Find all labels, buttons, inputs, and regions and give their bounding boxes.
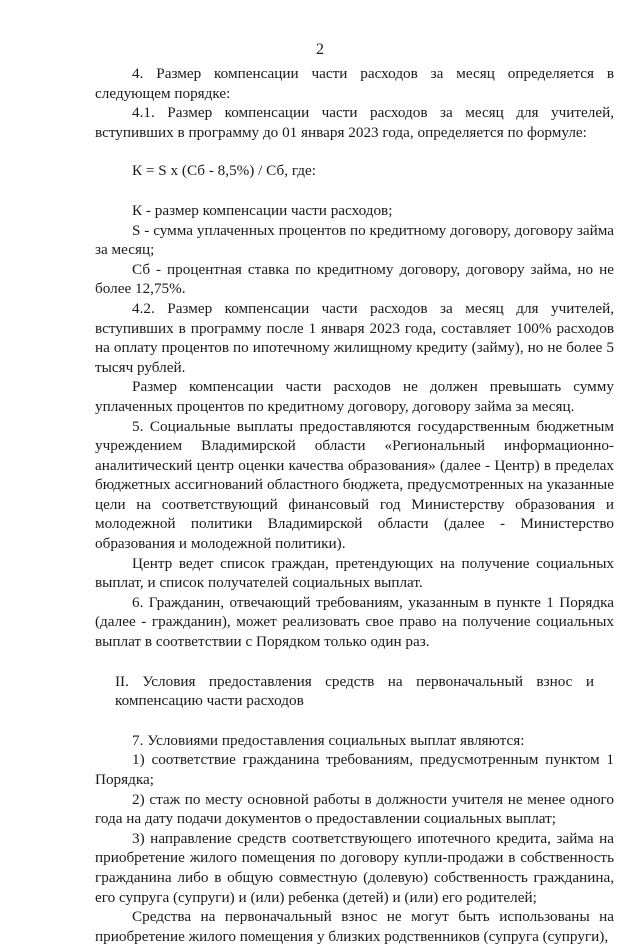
paragraph-last: Средства на первоначальный взнос не могут быть использованы на приобретение жилого помещения у близких родственников (супруга (супруги), <box>95 908 614 945</box>
paragraph-4-2: 4.2. Размер компенсации части расходов за месяц для учителей, вступивших в программу после 1 января 2023 года, составляет 100% расходов на оплату процентов по ипотечному жилищному кредиту (займу), но не более 5 тысяч рублей. <box>95 299 614 376</box>
paragraph-6: 6. Гражданин, отвечающий требованиям, указанным в пункте 1 Порядка (далее - гражданин), может реализовать свое право на получение социальных выплат в соответствии с Порядком только один раз. <box>95 593 614 651</box>
paragraph-5: 5. Социальные выплаты предоставляются государственным бюджетным учреждением Владимирской области «Региональный информационно-аналитический центр оценки качества образования» (далее - Центр) в пределах бюджетных ассигнований областного бюджета, предусмотренных на указанные цели на соответствующий финансовый год Министерству образования и молодежной политики Владимирской области (далее - Министерство образования и молодежной политики). <box>95 417 614 553</box>
paragraph-center: Центр ведет список граждан, претендующих на получение социальных выплат, и список получателей социальных выплат. <box>95 554 614 592</box>
paragraph-7-1: 1) соответствие гражданина требованиям, предусмотренным пунктом 1 Порядка; <box>95 751 614 788</box>
section-heading: II. Условия предоставления средств на первоначальный взнос и компенсацию части расходов <box>115 672 594 710</box>
paragraph-4: 4. Размер компенсации части расходов за месяц определяется в следующем порядке: <box>95 65 614 102</box>
paragraph-7-2: 2) стаж по месту основной работы в должности учителя не менее одного года на дату подачи документов о предоставлении социальных выплат; <box>95 790 614 828</box>
paragraph-limit: Размер компенсации части расходов не должен превышать сумму уплаченных процентов по кредитному договору, договору займа за месяц. <box>95 378 614 415</box>
page-number: 2 <box>316 41 324 58</box>
paragraph-7-3: 3) направление средств соответствующего ипотечного кредита, займа на приобретение жилого помещения по договору купли-продажи в собственность гражданина либо в общую совместную (долевую) собственность гражданина, его супруга (супруги) и (или) ребенка (детей) и (или) его родителей; <box>95 829 614 906</box>
formula: К = S х (Сб - 8,5%) / Сб, где: <box>132 162 316 180</box>
definition-k: К - размер компенсации части расходов; <box>132 201 393 219</box>
definition-s: S - сумма уплаченных процентов по кредитному договору, договору займа за месяц; <box>95 221 614 259</box>
paragraph-4-1: 4.1. Размер компенсации части расходов за месяц для учителей, вступивших в программу до 01 января 2023 года, определяется по формуле: <box>95 104 614 141</box>
paragraph-7: 7. Условиями предоставления социальных выплат являются: <box>132 731 525 749</box>
definition-sb: Сб - процентная ставка по кредитному договору, договору займа, но не более 12,75%. <box>95 260 614 298</box>
document-body <box>95 64 614 946</box>
